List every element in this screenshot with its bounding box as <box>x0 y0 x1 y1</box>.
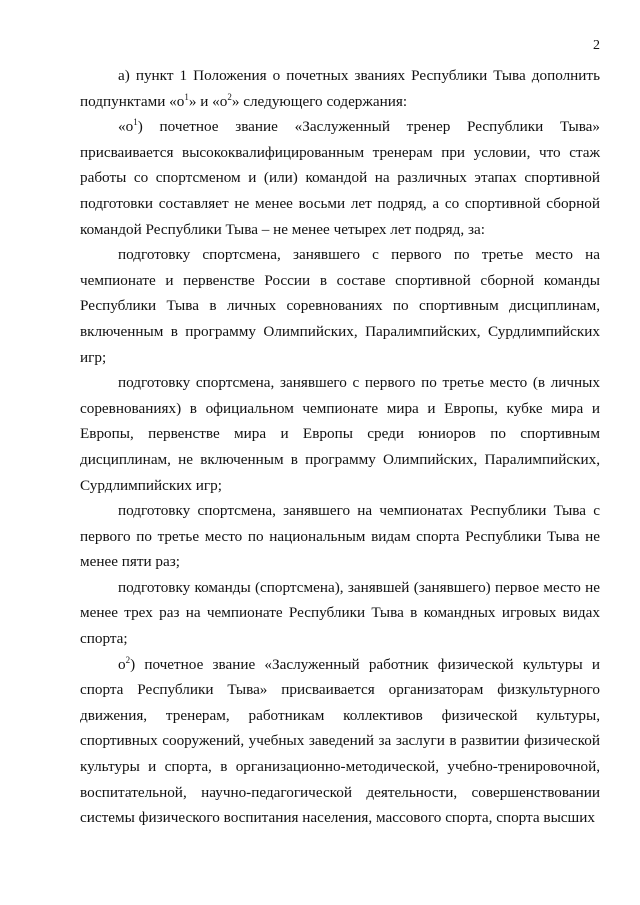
text-run: подготовку спортсмена, занявшего на чемпионатах Республики Тыва с первого по третье место по национальным видам спорта Республики Тыва не менее пяти раз; <box>80 502 600 571</box>
text-run: ) почетное звание «Заслуженный работник физической культуры и спорта Республики Тыва» присваивается организаторам физкультурного движения, тренерам, работникам коллективов физической культуры, спортивных сооружений, учебных заведений за заслуги в развитии физической культуры и спорта, в организационно-методической, учебно-тренировочной, воспитательной, научно-педагогической деятельности, совершенствовании системы физического воспитания населения, массового спорта, спорта высших <box>80 655 600 827</box>
text-run: » следующего содержания: <box>231 92 408 110</box>
text-run: » и «о <box>188 92 228 110</box>
text-run: ) почетное звание «Заслуженный тренер Республики Тыва» присваивается высококвалифицированным тренерам при условии, что стаж работы со спортсменом и (или) командой на различных этапах спортивной подготовки составляет не менее восьми лет подряд, а со спортивной сборной командой Республики Тыва – не менее четырех лет подряд, за: <box>80 118 600 238</box>
superscript: 2 <box>227 91 232 102</box>
paragraph-o1-condition-2 <box>80 370 600 498</box>
paragraph-o1-title <box>80 114 600 242</box>
text-run: «о <box>118 118 134 136</box>
text-run: подготовку спортсмена, занявшего с первого по третье место (в личных соревнованиях) в официальном чемпионате мира и Европы, кубке мира и Европы, первенстве мира и Европы среди юниоров по спортивным дисциплинам, не включенным в программу Олимпийских, Паралимпийских, Сурдлимпийских игр; <box>80 374 600 494</box>
paragraph-o2-title <box>80 652 600 831</box>
paragraph-intro <box>80 63 600 114</box>
superscript: 1 <box>184 91 189 102</box>
text-run: подготовку команды (спортсмена), занявшей (занявшего) первое место не менее трех раз на чемпионате Республики Тыва в командных игровых видах спорта; <box>80 578 600 648</box>
paragraph-o1-condition-4 <box>80 575 600 652</box>
document-body <box>80 63 600 831</box>
text-run: а) пункт 1 Положения о почетных званиях Республики Тыва дополнить подпунктами «о <box>80 67 600 110</box>
superscript: 2 <box>125 654 131 665</box>
text-run: подготовку спортсмена, занявшего с первого по третье место на чемпионате и первенстве России в составе спортивной сборной команды Республики Тыва в личных соревнованиях по спортивным дисциплинам, включенным в программу Олимпийских, Паралимпийских, Сурдлимпийских игр; <box>80 246 600 366</box>
paragraph-o1-condition-3 <box>80 498 600 575</box>
paragraph-o1-condition-1 <box>80 242 600 370</box>
text-run: о <box>118 655 126 673</box>
page-number: 2 <box>593 38 600 53</box>
superscript: 1 <box>133 117 138 128</box>
